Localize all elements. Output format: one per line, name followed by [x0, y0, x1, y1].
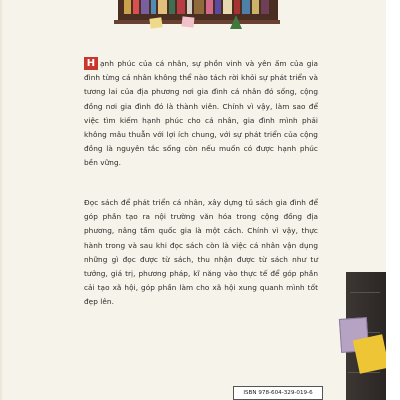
isbn-label: ISBN 978-604-329-019-6	[233, 386, 323, 400]
paragraph-2-text: Đọc sách để phát triển cá nhân, xây dựng tủ sách gia đình để góp phần tạo ra nội trường văn hóa trong cộng đồng địa phương, nâng tầm quốc gia là một cách. Chính vì vậy, thực hành trong và sau khi đọc sách còn là việc cá nhân vận dụng những gì đọc được từ sách, thu nhận được từ sách như tư tưởng, giá trị, phương pháp, kĩ năng vào thực tế để góp phần cải tạo xã hội, góp phần làm cho xã hội xung quanh mình tốt đẹp lên.	[84, 198, 318, 307]
book-spine	[124, 0, 131, 14]
book-spine	[261, 0, 269, 14]
book-spine	[223, 0, 232, 14]
paragraph-2	[84, 196, 318, 310]
bookshelf-illustration	[118, 0, 278, 22]
paper-note-illustration	[182, 16, 195, 27]
book-spine	[206, 0, 213, 14]
book-spine	[234, 0, 240, 14]
book-spine	[177, 0, 185, 14]
book-spine	[141, 0, 149, 14]
paper-note-illustration	[149, 17, 162, 29]
wood-grain	[350, 292, 380, 293]
page-margin	[386, 0, 400, 400]
page-edge-shadow	[0, 0, 3, 400]
paragraph-1-text: ạnh phúc của cá nhân, sự phồn vinh và yên ấm của gia đình từng cá nhân không thể nào tách rời khỏi sự phát triển và tương lai của địa phương nơi gia đình cá nhân đó sống, cộng đồng nơi gia đình đó là thành viên. Chính vì vậy, làm sao để việc tìm kiếm hạnh phúc cho cá nhân, gia đình mình phải không mâu thuẫn với lợi ích chung, với sự phát triển của cộng đồng là nguyên tắc sống còn nếu muốn có được hạnh phúc bền vững.	[84, 59, 318, 168]
book-spine	[252, 0, 259, 14]
paragraph-1	[84, 57, 318, 171]
book-spine	[151, 0, 156, 14]
drop-cap: H	[84, 57, 98, 70]
book-spine	[242, 0, 250, 14]
book-spine	[194, 0, 204, 14]
small-tree-illustration	[230, 15, 242, 29]
book-spine	[215, 0, 221, 14]
book-spine	[169, 0, 175, 14]
book-spine	[133, 0, 139, 14]
shelf-board	[114, 20, 280, 24]
book-spine	[187, 0, 192, 14]
book-spine	[158, 0, 167, 14]
